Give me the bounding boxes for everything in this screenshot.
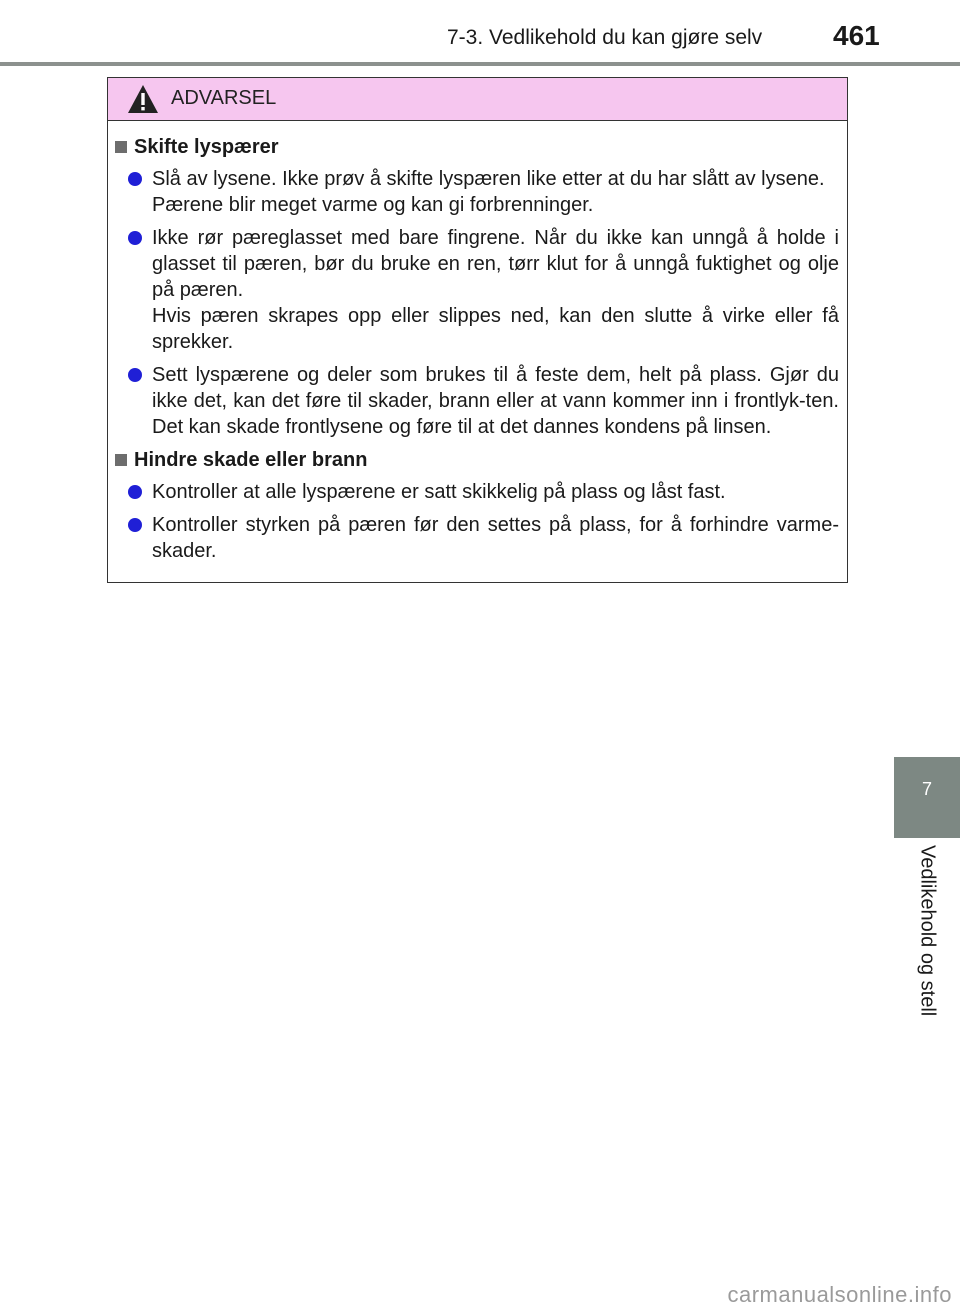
footer-watermark: carmanualsonline.info bbox=[727, 1282, 952, 1307]
chapter-tab bbox=[894, 757, 960, 838]
item-paragraph: Slå av lysene. Ikke prøv å skifte lyspæren like etter at du har slått av lysene. bbox=[152, 168, 825, 190]
warning-header bbox=[108, 78, 847, 121]
header-rule bbox=[0, 62, 960, 66]
square-bullet-icon bbox=[115, 454, 127, 466]
warning-section-heading bbox=[108, 134, 847, 160]
section-heading-text: Hindre skade eller brann bbox=[134, 449, 368, 471]
square-bullet-icon bbox=[115, 141, 127, 153]
chapter-title: Vedlikehold og stell bbox=[916, 845, 939, 1017]
circle-bullet-icon bbox=[128, 518, 142, 532]
section-title: 7-3. Vedlikehold du kan gjøre selv bbox=[447, 26, 763, 49]
warning-list-item bbox=[152, 362, 839, 440]
warning-list-item bbox=[152, 512, 839, 564]
warning-list-item bbox=[152, 479, 839, 505]
warning-list-item bbox=[152, 166, 839, 218]
item-paragraph: Kontroller at alle lyspærene er satt skikkelig på plass og låst fast. bbox=[152, 481, 726, 503]
item-paragraph: Ikke rør pæreglasset med bare fingrene. Når du ikke kan unngå å holde i glasset til pæren, bør du bruke en ren, tørr klut for å unngå fuktighet og olje på pæren. bbox=[152, 227, 839, 301]
chapter-number: 7 bbox=[921, 779, 932, 799]
warning-box bbox=[107, 77, 848, 583]
section-heading-text: Skifte lyspærer bbox=[134, 136, 279, 158]
circle-bullet-icon bbox=[128, 172, 142, 186]
item-paragraph: Sett lyspærene og deler som brukes til å feste dem, helt på plass. Gjør du ikke det, kan det føre til skader, brann eller at vann kommer inn i frontlyk-ten. Det kan skade frontlysene og føre til at det dannes kondens på linsen. bbox=[152, 364, 839, 438]
circle-bullet-icon bbox=[128, 485, 142, 499]
circle-bullet-icon bbox=[128, 231, 142, 245]
page-number: 461 bbox=[833, 20, 880, 51]
circle-bullet-icon bbox=[128, 368, 142, 382]
warning-list-item bbox=[152, 225, 839, 355]
warning-section-heading bbox=[108, 447, 847, 473]
item-paragraph: Kontroller styrken på pæren før den settes på plass, for å forhindre varme-skader. bbox=[152, 514, 839, 562]
item-paragraph: Pærene blir meget varme og kan gi forbrenninger. bbox=[152, 194, 594, 216]
item-paragraph: Hvis pæren skrapes opp eller slippes ned, kan den slutte å virke eller få sprekker. bbox=[152, 305, 839, 353]
warning-body bbox=[108, 134, 847, 571]
warning-triangle-icon bbox=[127, 84, 159, 114]
warning-title: ADVARSEL bbox=[171, 87, 277, 109]
